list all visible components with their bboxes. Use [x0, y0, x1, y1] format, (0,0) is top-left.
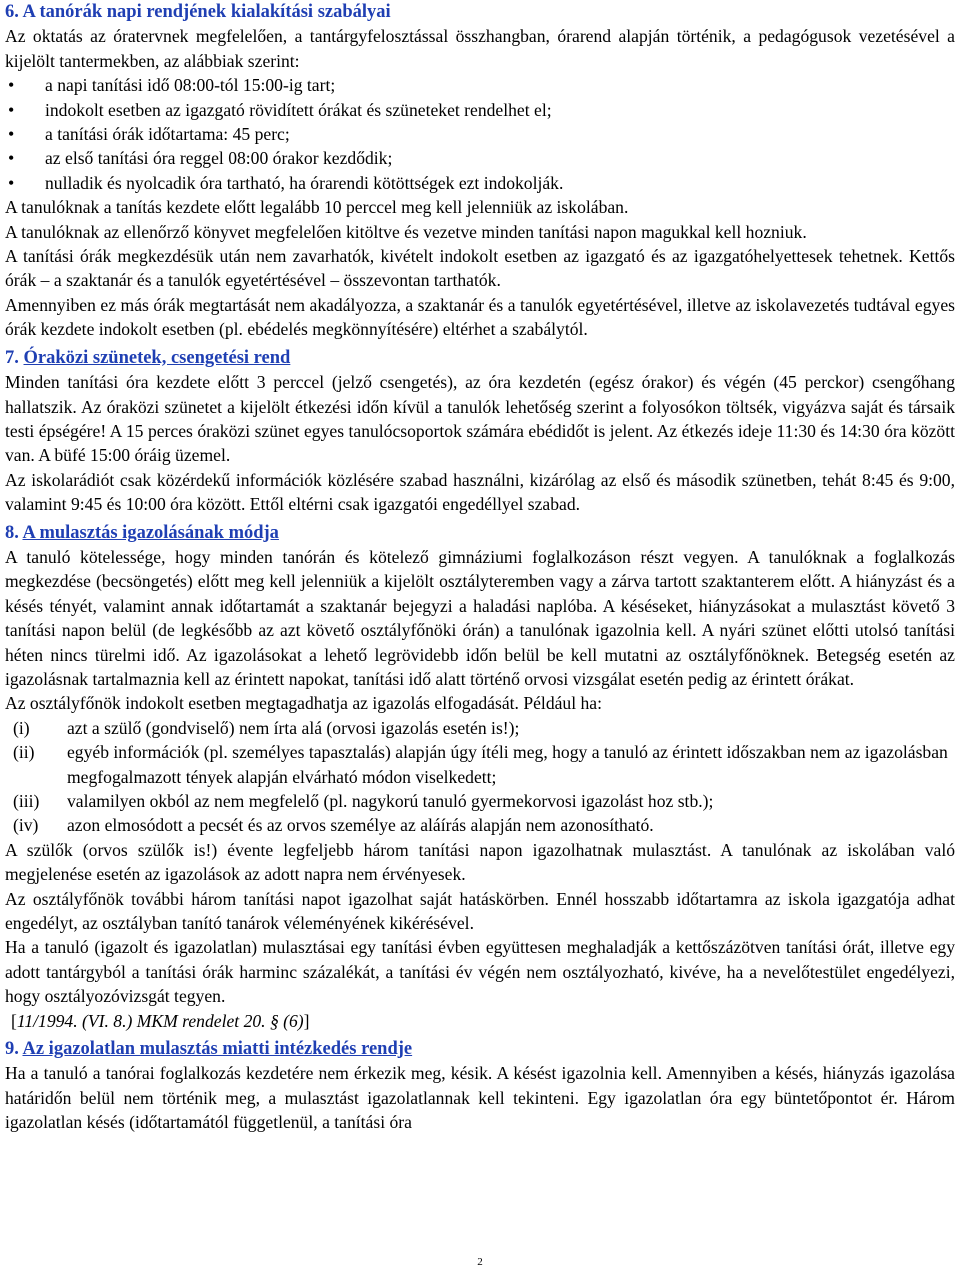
rules-list [5, 73, 955, 195]
paragraph: Minden tanítási óra kezdete előtt 3 perccel (jelző csengetés), az óra kezdetén (egész órakor) és végén (45 perckor) csengőhang hallatszik. Az óraközi szünetet a kijelölt étkezési időn kívül a tanulók lehetőség szerint a folyosókon töltsék, vigyázva saját és társaik testi épségére! A 15 perces óraközi szünet egyes tanulócsoportok számára ebédidőt is jelent. Az étkezés ideje 11:30 és 14:30 óra között van. A büfé 15:00 óráig üzemel. [5, 372, 955, 466]
paragraph: Ha a tanuló (igazolt és igazolatlan) mulasztásai egy tanítási évben együttesen meghaladják a kettőszázötven tanítási órát, illetve egy adott tantárgyból a tanítási órák harminc százalékát, a tanítási év végén nem osztályozható, kivéve, ha a nevelőtestület engedélyezi, hogy osztályozóvizsgát tegyen. [5, 937, 955, 1007]
section-7-heading [5, 346, 955, 370]
paragraph: A tanulóknak a tanítás kezdete előtt legalább 10 perccel meg kell jelenniük az iskolában. [5, 197, 629, 218]
section-number: 9. [5, 1039, 19, 1060]
list-item [5, 813, 955, 837]
item-text: egyéb információk (pl. személyes tapasztalás) alapján úgy ítéli meg, hogy a tanuló az érintett időszakban nem az igazolásban megfogalmazott tények alapján elvárható módon viselkedett; [67, 742, 948, 787]
section-6-intro: Az oktatás az óratervnek megfelelően, a tantárgyfelosztással összhangban, órarend alapján történik, a pedagógusok vezetésével a kijelölt tantermekben, az alábbiak szerint: [5, 26, 955, 71]
item-number: (iii) [13, 791, 40, 811]
list-item [5, 789, 955, 813]
section-number: 8. [5, 522, 19, 543]
paragraph: Az iskolarádiót csak közérdekű információk közlésére szabad használni, kizárólag az első és második szünetben, tehát 8:45 és 9:00, valamint 9:45 és 10:00 óra között. Ettől eltérni csak igazgatói engedéllyel szabad. [5, 469, 955, 515]
list-item: • nulladik és nyolcadik óra tartható, ha órarendi kötöttségek ezt indokolják. [5, 171, 955, 195]
refusal-reasons-list [5, 716, 955, 838]
paragraph: Az osztályfőnök további három tanítási napot igazolhat saját hatáskörben. Ennél hosszabb időtartamra az iskola igazgatója adhat engedélyt, az osztályban tanító tanárok véleményének kikérésével. [5, 888, 955, 934]
section-8-heading [5, 521, 955, 545]
section-number: 7. [5, 347, 19, 368]
section-6-heading [5, 0, 955, 24]
section-title: Óraközi szünetek, csengetési rend [23, 347, 291, 368]
item-text: azt a szülő (gondviselő) nem írta alá (orvosi igazolás esetén is!); [67, 717, 520, 738]
item-text: azon elmosódott a pecsét és az orvos személye az aláírás alapján nem azonosítható. [67, 815, 654, 836]
section-number: 6. [5, 2, 19, 22]
legal-reference: [11/1994. (VI. 8.) MKM rendelet 20. § (6)] [11, 1010, 310, 1031]
section-title: A mulasztás igazolásának módja [22, 522, 279, 543]
paragraph: Ha a tanuló a tanórai foglalkozás kezdetére nem érkezik meg, késik. A késést igazolnia kell. Amennyiben a késés, hiányzás igazolása határidőn belül nem történik meg, a mulasztást igazolatlannak kell tekinteni. Egy igazolatlan óra egy büntetőpontot ér. Három igazolatlan késés (időtartamától függetlenül, a tanítási óra [5, 1063, 955, 1133]
paragraph: A tanulóknak az ellenőrző könyvet megfelelően kitöltve és vezetve minden tanítási napon magukkal kell hozniuk. [5, 221, 807, 242]
list-item: • az első tanítási óra reggel 08:00 órakor kezdődik; [5, 146, 955, 170]
item-text: valamilyen okból az nem megfelelő (pl. nagykorú tanuló gyermekorvosi igazolást hoz stb.); [67, 791, 714, 811]
paragraph: Az osztályfőnök indokolt esetben megtagadhatja az igazolás elfogadását. Például ha: [5, 693, 603, 714]
section-title: A tanórák napi rendjének kialakítási szabályai [22, 2, 391, 22]
list-item [5, 740, 955, 789]
page-number: 2 [477, 1256, 483, 1268]
document-page [5, 0, 955, 1135]
list-item: • indokolt esetben az igazgató rövidített órákat és szüneteket rendelhet el; [5, 98, 955, 122]
item-number: (iv) [13, 815, 39, 836]
paragraph: A tanítási órák megkezdésük után nem zavarhatók, kivételt indokolt esetben az igazgató és az igazgatóhelyettesek tehetnek. Kettős órák – a szaktanár és a tanulók egyetértésével – összevontan tarthatók. [5, 246, 955, 291]
section-title: Az igazolatlan mulasztás miatti intézkedés rendje [22, 1039, 413, 1060]
paragraph: A szülők (orvos szülők is!) évente legfeljebb három tanítási napon igazolhatnak mulasztást. A tanulónak az iskolában való megjelenése esetén az igazolások az adott napra nem érvényesek. [5, 839, 955, 885]
item-number: (i) [13, 717, 30, 738]
legal-reference-text: 11/1994. (VI. 8.) MKM rendelet 20. § (6) [16, 1010, 304, 1031]
paragraph: Amennyiben ez más órák megtartását nem akadályozza, a szaktanár és a tanulók egyetértésével, illetve az iskolavezetés tudtával egyes órák kezdete indokolt esetben (pl. ebédelés megkönnyítésére) eltérhet a szabálytól. [5, 294, 955, 340]
list-item: • a napi tanítási idő 08:00-tól 15:00-ig tart; [5, 73, 955, 97]
list-item: • a tanítási órák időtartama: 45 perc; [5, 122, 955, 146]
paragraph: A tanuló kötelessége, hogy minden tanórán és kötelező gimnáziumi foglalkozáson részt vegyen. A tanulóknak a foglalkozás megkezdése (becsöngetés) előtt meg kell jelenniük a kijelölt osztályteremben vagy a zárva tartott szaktanterem előtt. A hiányzást és a késés tényét, valamint annak időtartamát a szaktanár bejegyzi a haladási naplóba. A késéseket, hiányzásokat a mulasztást követő 3 tanítási napon belül (de legkésőbb az azt követő osztályfőnöki órán) a tanulónak igazolnia kell. A nyári szünet előtti utolsó tanítási héten nincs türelmi idő. Az igazolásokat a lehető legrövidebb időn belül be kell mutatni az osztályfőnöknek. Betegség esetén az igazolásnak tartalmaznia kell az érintett napokat, tanítási idő alatt történő orvosi vizsgálat esetén pedig az érintett órákat. [5, 546, 955, 689]
item-number: (ii) [13, 742, 35, 763]
section-9-heading [5, 1037, 955, 1061]
list-item [5, 716, 955, 740]
